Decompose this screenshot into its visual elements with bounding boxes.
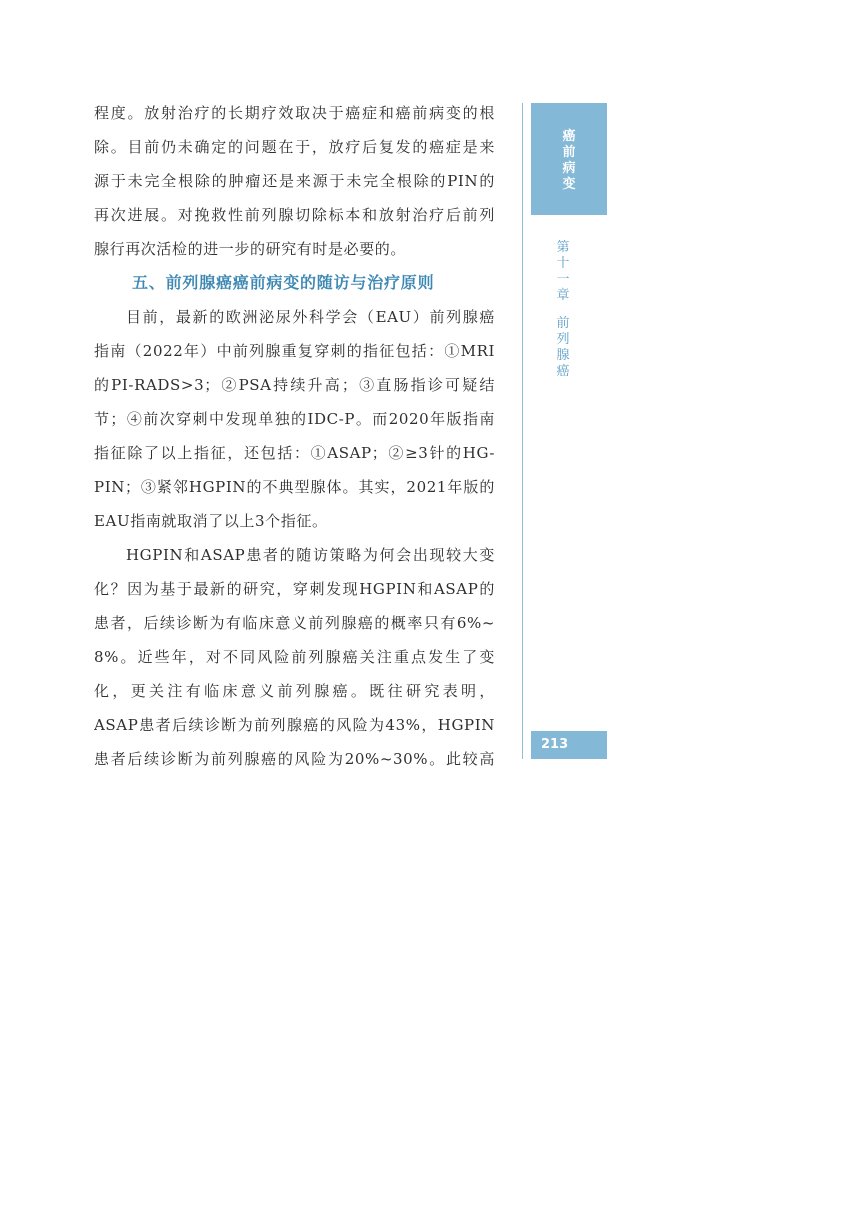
text-line: 指南（2022年）中前列腺重复穿刺的指征包括：①MRI xyxy=(94,342,495,360)
text-line: 指征除了以上指征，还包括：①ASAP；②≥3针的HG- xyxy=(94,444,495,462)
section-tab xyxy=(531,103,607,215)
text-line: 的PI-RADS>3；②PSA持续升高；③直肠指诊可疑结 xyxy=(94,376,495,394)
chapter-char: 一 xyxy=(556,272,570,287)
text-line: 腺行再次活检的进一步的研究有时是必要的。 xyxy=(94,240,407,258)
text-line: 程度。放射治疗的长期疗效取决于癌症和癌前病变的根 xyxy=(94,104,495,122)
text-line: 患者，后续诊断为有临床意义前列腺癌的概率只有6%~ xyxy=(94,614,495,632)
text-line: 节；④前次穿刺中发现单独的IDC-P。而2020年版指南 xyxy=(94,410,495,428)
chapter-char: 十 xyxy=(556,256,570,271)
section-heading: 五、前列腺癌癌前病变的随访与治疗原则 xyxy=(132,273,435,292)
main-text-column xyxy=(94,96,495,776)
chapter-title-char: 列 xyxy=(556,332,570,347)
tab-char: 病 xyxy=(562,161,576,176)
text-line: EAU指南就取消了以上3个指征。 xyxy=(94,512,328,530)
text-line: 化？因为基于最新的研究，穿刺发现HGPIN和ASAP的 xyxy=(94,580,495,598)
page-number: 213 xyxy=(541,737,569,752)
chapter-title-char: 前 xyxy=(556,316,570,331)
tab-char: 前 xyxy=(562,145,576,160)
chapter-char: 章 xyxy=(556,288,570,303)
tab-char: 癌 xyxy=(562,129,576,144)
text-line: 再次进展。对挽救性前列腺切除标本和放射治疗后前列 xyxy=(94,206,495,224)
section-tab-label xyxy=(531,129,607,193)
tab-char: 变 xyxy=(562,177,576,192)
text-line: 源于未完全根除的肿瘤还是来源于未完全根除的PIN的 xyxy=(94,172,495,190)
page-number-tab xyxy=(531,731,607,759)
column-divider xyxy=(522,103,523,759)
chapter-title-char: 腺 xyxy=(556,348,570,363)
text-line: 化，更关注有临床意义前列腺癌。既往研究表明， xyxy=(94,682,495,700)
text-line: 除。目前仍未确定的问题在于，放疗后复发的癌症是来 xyxy=(94,138,495,156)
chapter-title-char: 癌 xyxy=(556,364,570,379)
text-line: PIN；③紧邻HGPIN的不典型腺体。其实，2021年版的 xyxy=(94,478,495,496)
text-line: 患者后续诊断为前列腺癌的风险为20%~30%。此较高 xyxy=(94,750,495,768)
text-line: 目前，最新的欧洲泌尿外科学会（EAU）前列腺癌 xyxy=(126,308,495,326)
text-line: HGPIN和ASAP患者的随访策略为何会出现较大变 xyxy=(126,546,495,564)
chapter-label xyxy=(553,240,573,380)
text-line: 8%。近些年，对不同风险前列腺癌关注重点发生了变 xyxy=(94,648,495,666)
chapter-char: 第 xyxy=(556,240,570,255)
text-line: ASAP患者后续诊断为前列腺癌的风险为43%，HGPIN xyxy=(94,716,495,734)
